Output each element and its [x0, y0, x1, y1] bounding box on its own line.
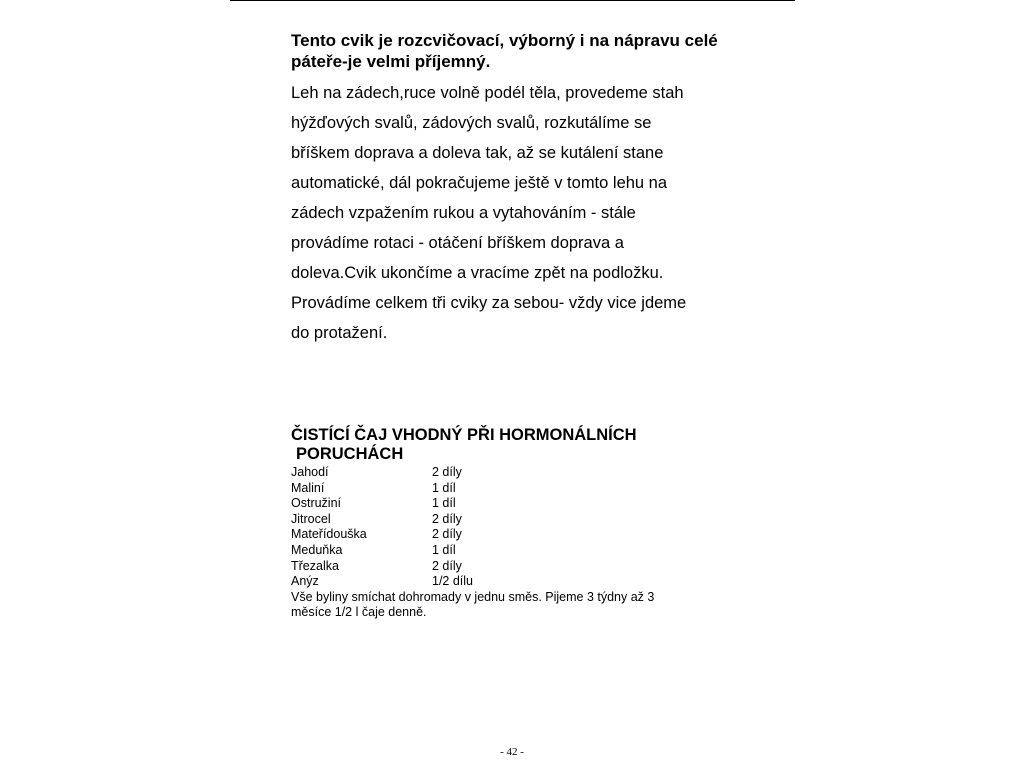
ingredient-row — [291, 465, 771, 481]
instruction-line: měsíce 1/2 l čaje denně. — [291, 605, 427, 620]
tea-recipe-heading — [291, 426, 771, 464]
ingredient-amount: 2 díly — [432, 465, 462, 479]
ingredient-amount: 2 díly — [432, 558, 462, 573]
exercise-heading — [291, 30, 771, 72]
exercise-line: hýžďových svalů, zádových svalů, rozkutálíme se — [291, 114, 652, 132]
ingredient-name: Mateřídouška — [291, 527, 367, 542]
exercise-line: provádíme rotaci - otáčení bříškem doprava a — [291, 234, 624, 252]
ingredient-amount: 2 díly — [432, 527, 462, 542]
ingredient-row — [291, 481, 771, 497]
ingredient-row — [291, 496, 771, 512]
ingredient-amount: 1/2 dílu — [432, 574, 474, 589]
ingredient-row — [291, 543, 771, 559]
ingredient-list — [291, 465, 771, 590]
tea-instructions — [291, 590, 771, 621]
exercise-section — [291, 30, 771, 348]
exercise-line: bříškem doprava a doleva tak, až se kutálení stane — [291, 144, 664, 162]
exercise-description — [291, 78, 771, 348]
exercise-line: do protažení. — [291, 324, 388, 342]
exercise-line: zádech vzpažením rukou a vytahováním - stále — [291, 204, 636, 222]
tea-heading-line: ČISTÍCÍ ČAJ VHODNÝ PŘI HORMONÁLNÍCH — [291, 426, 637, 444]
exercise-line: Leh na zádech,ruce volně podél těla, provedeme stah — [291, 84, 684, 102]
ingredient-row — [291, 527, 771, 543]
page-number: - 42 - — [500, 746, 524, 758]
top-rule — [230, 0, 795, 1]
ingredient-name: Jahodí — [291, 465, 329, 479]
ingredient-name: Meduňka — [291, 542, 343, 557]
ingredient-name: Maliní — [291, 480, 325, 495]
exercise-line: doleva.Cvik ukončíme a vracíme zpět na podložku. — [291, 264, 664, 282]
ingredient-name: Anýz — [291, 574, 319, 589]
exercise-heading-line: Tento cvik je rozcvičovací, výborný i na nápravu celé — [291, 31, 718, 50]
exercise-heading-line: páteře-je velmi příjemný. — [291, 52, 491, 71]
tea-recipe-section — [291, 426, 771, 621]
exercise-line: automatické, dál pokračujeme ještě v tomto lehu na — [291, 174, 668, 192]
ingredient-amount: 2 díly — [432, 511, 462, 526]
ingredient-row — [291, 559, 771, 575]
ingredient-name: Ostružiní — [291, 496, 342, 511]
ingredient-amount: 1 díl — [432, 542, 456, 557]
ingredient-row — [291, 512, 771, 528]
exercise-line: Provádíme celkem tři cviky za sebou- vždy vice jdeme — [291, 294, 687, 312]
ingredient-name: Třezalka — [291, 558, 339, 573]
tea-heading-line: PORUCHÁCH — [296, 445, 404, 463]
ingredient-row — [291, 574, 771, 590]
ingredient-amount: 1 díl — [432, 480, 456, 495]
ingredient-amount: 1 díl — [432, 496, 456, 511]
instruction-line: Vše byliny smíchat dohromady v jednu směs. Pijeme 3 týdny až 3 — [291, 589, 655, 604]
ingredient-name: Jitrocel — [291, 511, 331, 526]
